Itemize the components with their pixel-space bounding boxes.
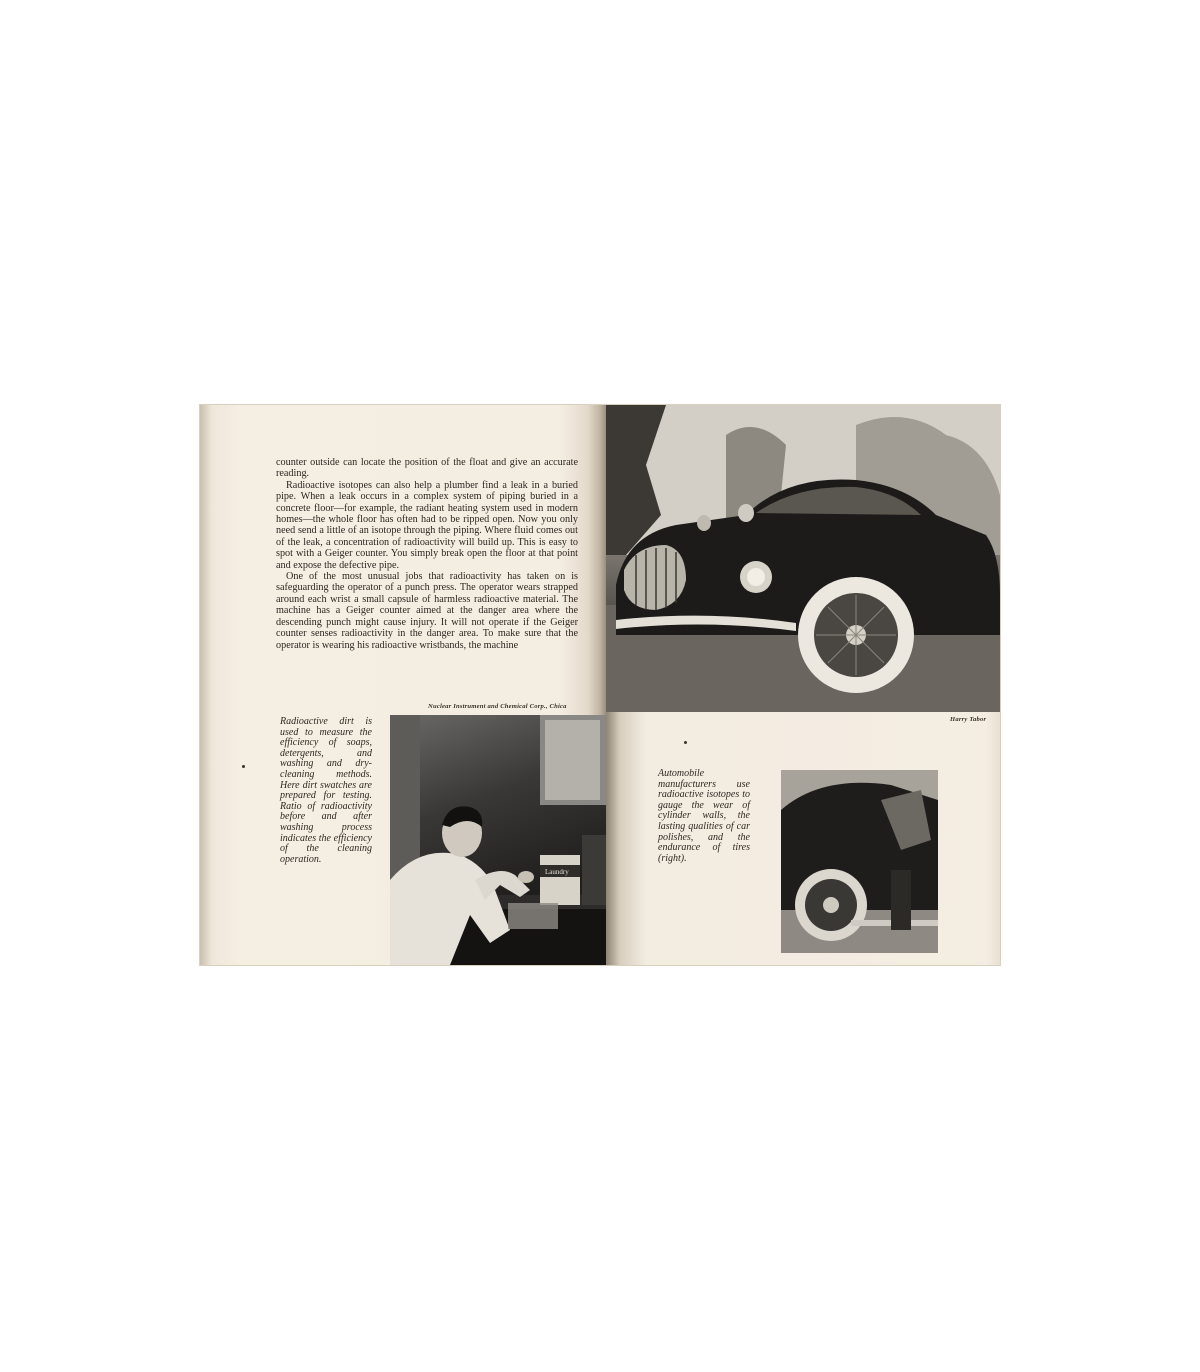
- sports-car-photo: [606, 405, 1000, 712]
- lab-worker-illustration: [390, 715, 606, 965]
- lab-worker-photo: [390, 715, 606, 965]
- caption-left: Radioactive dirt is used to measure the efficiency of soaps, detergents, and washing and dry-cleaning methods. Here dirt swatches are prepared for testing. Ratio of radioactivity before and after washing process indicates the efficiency of the cleaning operation.: [280, 716, 372, 865]
- paragraph: One of the most unusual jobs that radioactivity has taken on is safeguarding the operator of a punch press. The operator wears strapped around each wrist a small capsule of harmless radioactive material. The machine has a Geiger counter aimed at the danger area where the descending punch might cause injury. It will not operate if the Geiger counter senses radioactivity in the danger area. To make sure that the operator is wearing his radioactive wristbands, the machine: [276, 571, 578, 651]
- book-spread: [200, 405, 1000, 965]
- photo-credit-left: Nuclear Instrument and Chemical Corp., Chica: [428, 703, 567, 710]
- tire-test-illustration: [781, 770, 938, 953]
- box-label: Laundry: [545, 868, 569, 876]
- left-page: [200, 405, 606, 965]
- car-tire-test-photo: [781, 770, 938, 953]
- photo-credit-right: Harry Tabor: [950, 716, 987, 723]
- paragraph: Radioactive isotopes can also help a plumber find a leak in a buried pipe. When a leak occurs in a complex system of piping buried in a concrete floor—for example, the radiant heating system used in modern homes—the whole floor has often had to be ripped open. Now you only need send a little of an isotope through the piping. Where fluid comes out of the leak, a concentration of radioactivity will build up. This is easy to spot with a Geiger counter. You simply break open the floor at that point and expose the defective pipe.: [276, 479, 578, 571]
- body-text: [276, 457, 578, 651]
- caption-right: Automobile manufacturers use radioactive isotopes to gauge the wear of cylinder walls, the lasting qualities of car polishes, and the endurance of tires (right).: [658, 768, 750, 864]
- sports-car-illustration: [606, 405, 1000, 712]
- page-speck: [684, 741, 687, 744]
- paragraph: counter outside can locate the position of the float and give an accurate reading.: [276, 457, 578, 480]
- page-speck: [242, 765, 245, 768]
